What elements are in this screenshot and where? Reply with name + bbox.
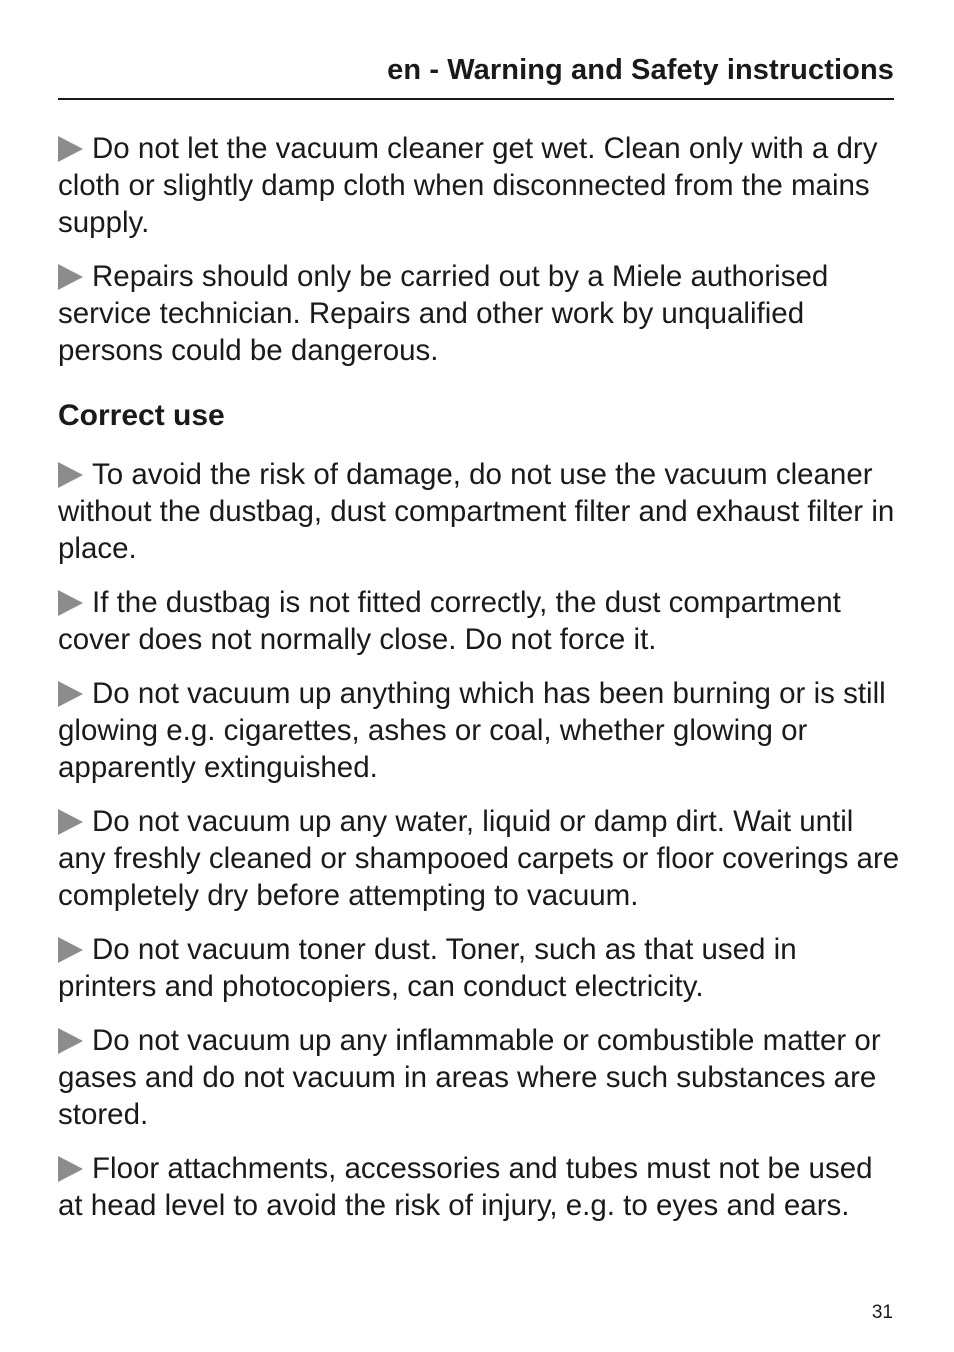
instruction-text: To avoid the risk of damage, do not use the vacuum cleaner without the dustbag, dust compartment filter and exhaust filter in place. — [58, 458, 895, 565]
triangle-right-icon — [58, 136, 83, 162]
instruction-item — [58, 803, 903, 914]
triangle-right-icon — [58, 809, 83, 835]
instruction-text: Repairs should only be carried out by a Miele authorised service technician. Repairs and other work by unqualified persons could be dangerous. — [58, 260, 829, 367]
triangle-right-icon — [58, 1156, 83, 1182]
instruction-item — [58, 931, 903, 1005]
triangle-right-icon — [58, 681, 83, 707]
instruction-text: Floor attachments, accessories and tubes must not be used at head level to avoid the risk of injury, e.g. to eyes and ears. — [58, 1152, 873, 1222]
triangle-right-icon — [58, 462, 83, 488]
instruction-item — [58, 258, 903, 369]
header-title: en - Warning and Safety instructions — [387, 54, 894, 86]
instruction-text: Do not vacuum up anything which has been burning or is still glowing e.g. cigarettes, ashes or coal, whether glowing or apparently extinguished. — [58, 677, 886, 784]
instruction-text: Do not vacuum up any inflammable or combustible matter or gases and do not vacuum in areas where such substances are stored. — [58, 1024, 881, 1131]
triangle-right-icon — [58, 590, 83, 616]
instruction-item — [58, 675, 903, 786]
instruction-item — [58, 1150, 903, 1224]
instruction-text: Do not let the vacuum cleaner get wet. Clean only with a dry cloth or slightly damp cloth when disconnected from the mains supply. — [58, 132, 878, 239]
page-number: 31 — [871, 1302, 893, 1323]
triangle-right-icon — [58, 1028, 83, 1054]
triangle-right-icon — [58, 937, 83, 963]
instruction-item — [58, 1022, 903, 1133]
instruction-item — [58, 456, 903, 567]
main-content — [58, 130, 903, 1241]
page-header — [58, 52, 894, 100]
instruction-item — [58, 584, 903, 658]
triangle-right-icon — [58, 264, 83, 290]
instruction-text: Do not vacuum up any water, liquid or damp dirt. Wait until any freshly cleaned or shampooed carpets or floor coverings are completely dry before attempting to vacuum. — [58, 805, 900, 912]
instruction-text: Do not vacuum toner dust. Toner, such as that used in printers and photocopiers, can conduct electricity. — [58, 933, 797, 1003]
section-heading: Correct use — [58, 399, 225, 432]
instruction-text: If the dustbag is not fitted correctly, the dust compartment cover does not normally close. Do not force it. — [58, 586, 841, 656]
instruction-item — [58, 130, 903, 241]
